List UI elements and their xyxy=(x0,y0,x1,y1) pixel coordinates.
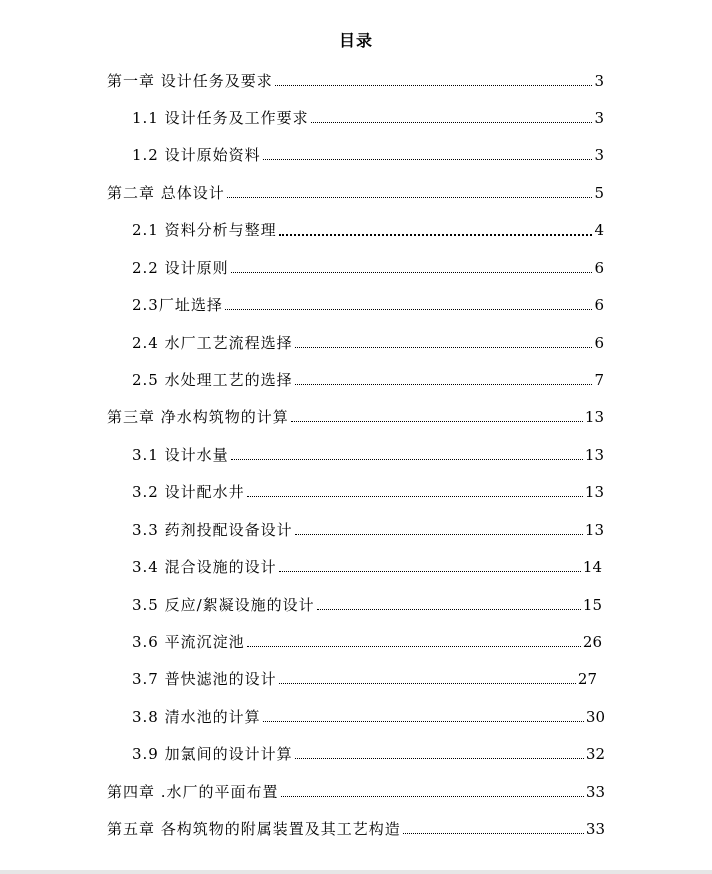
toc-entry-page: 7 xyxy=(594,371,604,389)
dot-leader xyxy=(263,158,593,160)
dot-leader xyxy=(295,533,583,535)
toc-entry[interactable] xyxy=(107,781,605,803)
toc-entry[interactable] xyxy=(132,444,604,466)
toc-entry-page: 13 xyxy=(584,446,604,464)
toc-entry-label: 第四章 .水厂的平面布置 xyxy=(107,783,279,801)
toc-entry[interactable] xyxy=(132,481,604,503)
toc-entry-page: 6 xyxy=(594,334,604,352)
toc-entry-page: 14 xyxy=(582,558,602,576)
dot-leader xyxy=(295,346,593,348)
toc-entry[interactable] xyxy=(132,706,605,728)
toc-entry-label: 2.4 水厂工艺流程选择 xyxy=(132,334,293,352)
toc-entry-page: 3 xyxy=(594,109,604,127)
toc-entry-label: 2.1 资料分析与整理 xyxy=(132,221,277,239)
toc-entry-label: 第五章 各构筑物的附属装置及其工艺构造 xyxy=(107,820,401,838)
toc-entry-page: 4 xyxy=(594,221,604,239)
toc-entry-page: 13 xyxy=(584,408,604,426)
dot-leader xyxy=(247,645,581,647)
toc-entry-page: 13 xyxy=(584,483,604,501)
toc-entry-label: 第一章 设计任务及要求 xyxy=(107,72,273,90)
dot-leader xyxy=(281,795,584,797)
toc-entry-label: 3.8 清水池的计算 xyxy=(132,708,261,726)
toc-entry-label: 3.7 普快滤池的设计 xyxy=(132,670,277,688)
toc-entry-page: 32 xyxy=(585,745,605,763)
toc-entry[interactable] xyxy=(132,743,605,765)
toc-entry-label: 第二章 总体设计 xyxy=(107,184,225,202)
page-bottom-edge xyxy=(0,870,712,874)
toc-entry[interactable] xyxy=(132,144,604,166)
toc-entry[interactable] xyxy=(132,556,602,578)
toc-entry[interactable] xyxy=(132,107,604,129)
toc-entry-label: 3.9 加氯间的设计计算 xyxy=(132,745,293,763)
toc-entry-label: 3.3 药剂投配设备设计 xyxy=(132,521,293,539)
dot-leader xyxy=(311,121,593,123)
dot-leader xyxy=(279,233,593,236)
toc-entry-page: 6 xyxy=(594,296,604,314)
toc-entry-page: 15 xyxy=(582,596,602,614)
toc-entry-page: 27 xyxy=(577,670,597,688)
toc-entry[interactable] xyxy=(132,668,597,690)
toc-entry-label: 3.6 平流沉淀池 xyxy=(132,633,245,651)
toc-entry[interactable] xyxy=(107,406,604,428)
dot-leader xyxy=(295,757,584,759)
toc-entry[interactable] xyxy=(132,519,604,541)
toc-entry[interactable] xyxy=(107,818,605,840)
toc-entry-page: 13 xyxy=(584,521,604,539)
toc-entry-label: 2.2 设计原则 xyxy=(132,259,229,277)
toc-entry[interactable] xyxy=(132,594,602,616)
dot-leader xyxy=(291,420,583,422)
dot-leader xyxy=(247,495,583,497)
toc-entry[interactable] xyxy=(132,332,604,354)
toc-entry-page: 3 xyxy=(594,72,604,90)
dot-leader xyxy=(231,271,593,273)
toc-entry-label: 3.2 设计配水井 xyxy=(132,483,245,501)
toc-title: 目录 xyxy=(338,31,373,50)
toc-entry-page: 3 xyxy=(594,146,604,164)
dot-leader xyxy=(225,308,593,310)
toc-entry[interactable] xyxy=(132,294,604,316)
toc-entry-page: 33 xyxy=(585,783,605,801)
toc-entry-label: 3.5 反应/絮凝设施的设计 xyxy=(132,596,315,614)
dot-leader xyxy=(403,832,584,834)
toc-entry-label: 2.3厂址选择 xyxy=(132,296,223,314)
toc-entry-page: 5 xyxy=(594,184,604,202)
toc-entry-label: 2.5 水处理工艺的选择 xyxy=(132,371,293,389)
toc-entry-page: 26 xyxy=(582,633,602,651)
toc-entry[interactable] xyxy=(132,631,602,653)
toc-entry-label: 3.1 设计水量 xyxy=(132,446,229,464)
toc-entry[interactable] xyxy=(132,369,604,391)
toc-entry[interactable] xyxy=(132,257,604,279)
toc-entry-page: 6 xyxy=(594,259,604,277)
toc-entry[interactable] xyxy=(107,70,604,92)
toc-entry-page: 30 xyxy=(585,708,605,726)
toc-entry-page: 33 xyxy=(585,820,605,838)
dot-leader xyxy=(275,84,593,86)
toc-entry[interactable] xyxy=(132,219,604,241)
dot-leader xyxy=(227,196,593,198)
dot-leader xyxy=(279,570,581,572)
dot-leader xyxy=(317,608,581,610)
toc-entry-label: 1.2 设计原始资料 xyxy=(132,146,261,164)
toc-entry-label: 第三章 净水构筑物的计算 xyxy=(107,408,289,426)
toc-entry[interactable] xyxy=(107,182,604,204)
dot-leader xyxy=(231,458,583,460)
dot-leader xyxy=(279,682,576,684)
toc-entry-label: 3.4 混合设施的设计 xyxy=(132,558,277,576)
toc-entry-label: 1.1 设计任务及工作要求 xyxy=(132,109,309,127)
dot-leader xyxy=(295,383,593,385)
dot-leader xyxy=(263,720,584,722)
